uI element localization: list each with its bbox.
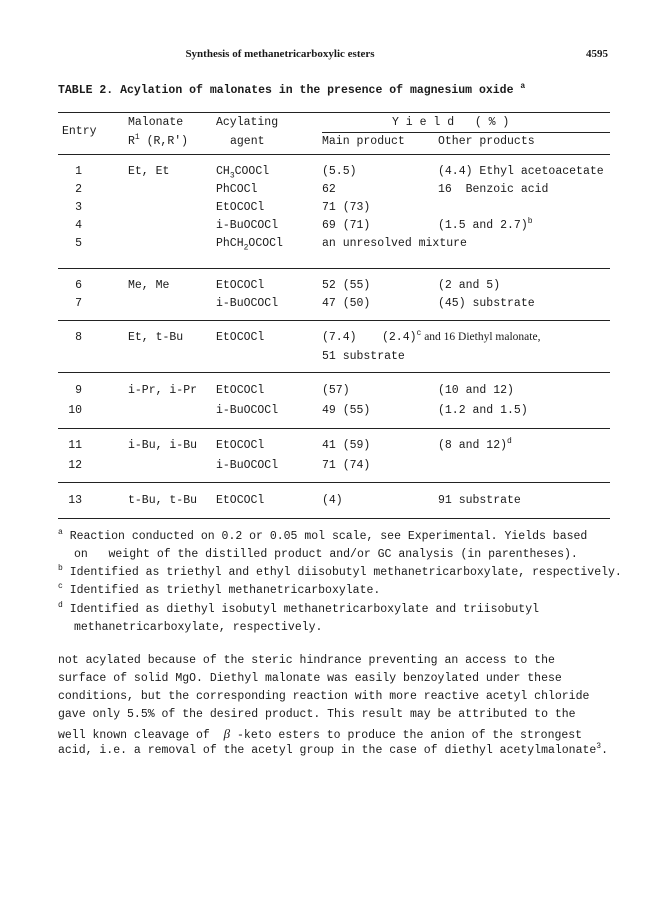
entry-number: 12 [68, 459, 82, 472]
running-title: Synthesis of methanetricarboxylic esters [185, 48, 375, 60]
header-malonate-r [128, 135, 188, 148]
main-product-cell: an unresolved mixture [322, 237, 467, 250]
table-caption-text: TABLE 2. Acylation of malonates in the presence of magnesium oxide [58, 84, 514, 97]
main-product-cell: 71 (74) [322, 459, 371, 472]
group-rule-3 [58, 372, 610, 373]
footnote-d-line2: methanetricarboxylate, respectively. [74, 621, 323, 634]
footnote-mark: d [58, 601, 63, 611]
body-line-2: surface of solid MgO. Diethyl malonate was easily benzoylated under these [58, 672, 562, 685]
agent-formula: PhCH [216, 237, 244, 250]
agent-formula: PhCOCl [216, 183, 258, 196]
header-malonate-r-letter: R [128, 135, 135, 148]
entry-number: 11 [68, 439, 82, 452]
main-product-cell: 69 (71) [322, 219, 371, 232]
table-bottom-rule [58, 518, 610, 519]
table-top-rule [58, 112, 610, 113]
acylating-agent-cell [216, 494, 264, 507]
header-malonate-r-rest: (R,R′) [139, 135, 189, 148]
other-products-value: (4.4) [438, 165, 480, 178]
footnote-mark: c [58, 582, 63, 592]
group-rule-2 [58, 320, 610, 321]
other-products-detail: Ethyl acetoacetate [479, 165, 604, 178]
footnote-text: Identified as diethyl isobutyl methanetricarboxylate and triisobutyl [69, 603, 539, 616]
footnote-text: Reaction conducted on 0.2 or 0.05 mol scale, see Experimental. Yields based [69, 530, 588, 543]
header-entry: Entry [62, 125, 97, 138]
acylating-agent-cell [216, 331, 264, 344]
agent-formula: CH [216, 165, 230, 178]
other-products-cell [438, 219, 533, 232]
entry-number: 10 [68, 404, 82, 417]
other-products-cell [438, 494, 521, 507]
group-rule-5 [58, 482, 610, 483]
other-products-value: (45) substrate [438, 297, 535, 310]
header-bottom-rule [58, 154, 610, 155]
entry-number: 2 [75, 183, 82, 196]
main-product-cell: (5.5) [322, 165, 357, 178]
entry-number: 4 [75, 219, 82, 232]
footnote-mark: b [58, 564, 63, 574]
other-products-value: (1.2 and 1.5) [438, 404, 528, 417]
header-malonate: Malonate [128, 116, 184, 129]
entry-number: 3 [75, 201, 82, 214]
entry-number: 9 [75, 384, 82, 397]
body-line-5-post: -keto esters to produce the anion of the strongest [230, 729, 583, 742]
acylating-agent-cell [216, 219, 278, 232]
main-product-cell: (7.4) [322, 331, 357, 344]
acylating-agent-cell [216, 165, 270, 181]
agent-formula: EtOCOCl [216, 331, 265, 344]
other-products-value: 16 [438, 183, 466, 196]
main-product-cell: 47 (50) [322, 297, 371, 310]
agent-formula: EtOCOCl [216, 201, 265, 214]
main-product-line2: 51 substrate [322, 350, 405, 363]
other-products-detail: and 16 Diethyl malonate, [421, 331, 541, 343]
agent-formula: i-BuOCOCl [216, 459, 279, 472]
acylating-agent-cell [216, 459, 278, 472]
other-products-cell [438, 279, 500, 292]
malonate-cell: t-Bu, t-Bu [128, 494, 198, 507]
body-line-6-end: . [601, 744, 609, 757]
agent-formula-rest: OCOCl [248, 237, 283, 250]
body-line-5-pre: well known cleavage of [58, 729, 224, 742]
body-line-1: not acylated because of the steric hindrance preventing an access to the [58, 654, 555, 667]
main-product-cell: 71 (73) [322, 201, 371, 214]
malonate-cell: i-Bu, i-Bu [128, 439, 198, 452]
body-line-6 [58, 744, 608, 757]
body-line-4: gave only 5.5% of the desired product. This result may be attributed to the [58, 708, 576, 721]
acylating-agent-cell [216, 237, 283, 253]
agent-formula: i-BuOCOCl [216, 219, 279, 232]
other-products-value: (2 and 5) [438, 279, 501, 292]
group-rule-1 [58, 268, 610, 269]
other-products-footnote: b [527, 217, 533, 227]
footnote-d [58, 603, 539, 616]
other-products-value: (2.4) [382, 331, 417, 344]
footnote-a [58, 530, 587, 543]
other-products-footnote: c [416, 329, 422, 339]
malonate-cell: Et, t-Bu [128, 331, 184, 344]
yield-header-rule [322, 132, 610, 133]
other-products-cell [438, 439, 512, 452]
footnote-text: Identified as triethyl and ethyl diisobutyl methanetricarboxylate, respectively. [69, 566, 622, 579]
other-products-detail: Benzoic acid [465, 183, 549, 196]
agent-subscript: 2 [243, 243, 249, 253]
other-products-value: 91 substrate [438, 494, 521, 507]
agent-formula: EtOCOCl [216, 439, 265, 452]
acylating-agent-cell [216, 297, 278, 310]
entry-number: 6 [75, 279, 82, 292]
header-agent: agent [230, 135, 265, 148]
main-product-cell: 49 (55) [322, 404, 371, 417]
header-main-product: Main product [322, 135, 405, 148]
body-line-6-text: acid, i.e. a removal of the acetyl group in the case of diethyl acetylmalonate [58, 744, 597, 757]
header-yield: Y i e l d ( % ) [392, 116, 510, 129]
acylating-agent-cell [216, 183, 257, 196]
other-products-value: (10 and 12) [438, 384, 514, 397]
caption-footnote-mark: a [520, 82, 526, 92]
other-products-cell [438, 384, 514, 397]
agent-subscript: 3 [229, 171, 235, 181]
agent-formula: EtOCOCl [216, 494, 265, 507]
entry-number: 1 [75, 165, 82, 178]
main-product-cell: 52 (55) [322, 279, 371, 292]
acylating-agent-cell [216, 201, 264, 214]
other-products-cell [438, 165, 604, 178]
malonate-cell: i-Pr, i-Pr [128, 384, 198, 397]
agent-formula: EtOCOCl [216, 279, 265, 292]
other-products-value: (8 and 12) [438, 439, 508, 452]
body-line-3: conditions, but the corresponding reaction with more reactive acetyl chloride [58, 690, 590, 703]
acylating-agent-cell [216, 439, 264, 452]
entry-number: 13 [68, 494, 82, 507]
malonate-cell: Et, Et [128, 165, 170, 178]
table-caption [58, 84, 525, 97]
header-acylating: Acylating [216, 116, 279, 129]
header-other-products: Other products [438, 135, 535, 148]
other-products-cell [438, 297, 535, 310]
entry-number: 7 [75, 297, 82, 310]
body-line-5 [58, 726, 582, 742]
footnote-b [58, 566, 622, 579]
acylating-agent-cell [216, 384, 264, 397]
agent-formula: EtOCOCl [216, 384, 265, 397]
page-number: 4595 [586, 48, 608, 60]
acylating-agent-cell [216, 279, 264, 292]
agent-formula: i-BuOCOCl [216, 297, 279, 310]
group-rule-4 [58, 428, 610, 429]
main-product-cell: (57) [322, 384, 350, 397]
agent-formula: i-BuOCOCl [216, 404, 279, 417]
entry-number: 8 [75, 331, 82, 344]
other-products-footnote: d [507, 437, 512, 447]
footnote-mark: a [58, 528, 63, 538]
footnote-a-line2: on weight of the distilled product and/or GC analysis (in parentheses). [74, 548, 578, 561]
other-products-value: (1.5 and 2.7) [438, 219, 528, 232]
agent-formula-rest: COOCl [234, 165, 270, 178]
other-products-cell [382, 331, 540, 344]
main-product-cell: (4) [322, 494, 343, 507]
header-malonate-r-sup: 1 [134, 133, 140, 143]
other-products-cell [438, 183, 548, 196]
acylating-agent-cell [216, 404, 278, 417]
footnote-c [58, 584, 380, 597]
footnote-text: Identified as triethyl methanetricarboxylate. [69, 584, 381, 597]
main-product-cell: 62 [322, 183, 336, 196]
reference-mark: 3 [596, 742, 602, 752]
beta-symbol: β [223, 726, 231, 741]
other-products-cell [438, 404, 528, 417]
main-product-cell: 41 (59) [322, 439, 371, 452]
malonate-cell: Me, Me [128, 279, 170, 292]
entry-number: 5 [75, 237, 82, 250]
